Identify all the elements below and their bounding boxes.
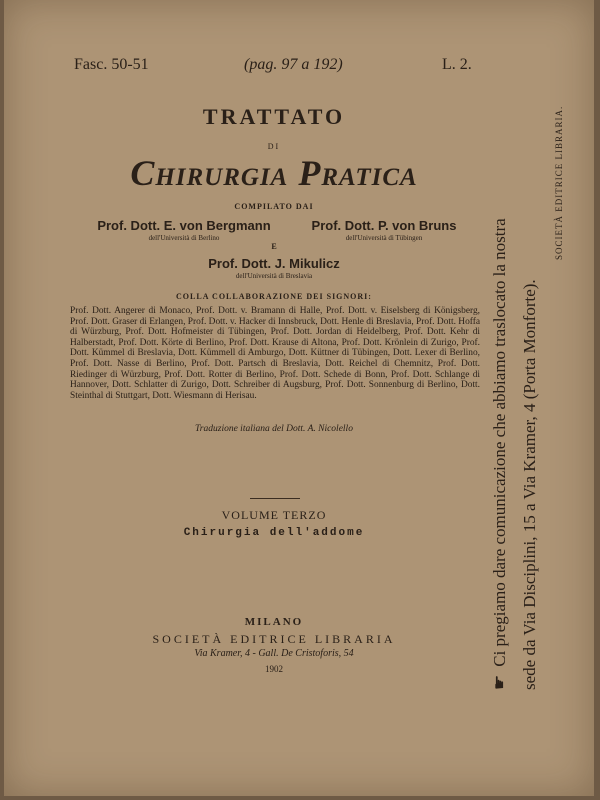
header-line [74,56,474,78]
page-range: (pag. 97 a 192) [244,56,343,73]
notice-line-1-row [490,50,518,690]
imprint-publisher: SOCIETÀ EDITRICE LIBRARIA [152,632,396,646]
fascicle-number: Fasc. 50-51 [74,56,149,73]
pointing-hand-icon: ☛ [490,674,509,690]
imprint-year: 1902 [265,664,283,674]
volume-subtitle: Chirurgia dell'addome [183,527,365,539]
compiled-by-label: COMPILATO DAI [234,202,314,211]
author-university: dell'Università di Tübingen [345,234,423,242]
author-university: dell'Università di Breslavia [235,272,313,280]
collaborators-heading: COLLA COLLABORAZIONE DEI SIGNORI: [176,292,372,301]
author-bergmann [84,218,284,242]
author-name: Prof. Dott. E. von Bergmann [97,218,271,233]
side-stamp-text: SOCIETÀ EDITRICE LIBRARIA. [554,105,564,260]
author-bruns [284,218,484,242]
relocation-notice [490,50,550,690]
title-di: DI [267,142,281,151]
main-title: Chirurgia Pratica [130,153,418,193]
author-name: Prof. Dott. P. von Bruns [311,218,457,233]
publisher-side-stamp [554,60,574,260]
notice-line-1: Ci pregiamo dare comunicazione che abbiamo traslocato la nostra [490,218,509,667]
collaborators-list: Prof. Dott. Angerer di Monaco, Prof. Dott. v. Bramann di Halle, Prof. Dott. v. Eiselsberg di Königsberg, Prof. Dott. Graser di Erlangen, Prof. Dott. v. Hacker di Innsbruck, Dott. Henle di Breslavia, Prof. Dott. Hoffa di Würzburg, Prof. Dott. Hofmeister di Tübingen, Prof. Dott. Jordan di Heidelberg, Prof. Dott. Kehr di Halberstadt, Prof. Dott. Körte di Berlino, Prof. Dott. Krause di Altona, Prof. Dott. Krönlein di Zurigo, Prof. Dott. Kümmel di Breslavia, Dott. Kümmell di Amburgo, Dott. Küttner di Tübingen, Dott. Lexer di Berlino, Prof. Dott. Nasse di Berlino, Prof. Dott. Partsch di Breslavia, Dott. Reichel di Chemnitz, Prof. Dott. Riedinger di Würzburg, Prof. Dott. Rotter di Berlino, Prof. Dott. Schede di Bonn, Prof. Dott. Schlange di Hannover, Dott. Schlatter di Zurigo, Dott. Schreiber di Augsburg, Prof. Dott. Sonnenburg di Berlino, Dott. Steinthal di Stuttgart, Dott. Wiesmann di Herisau. [70,306,480,401]
price: L. 2. [442,56,472,73]
translation-credit: Traduzione italiana del Dott. A. Nicolello [195,424,353,434]
imprint-address: Via Kramer, 4 - Gall. De Cristoforis, 54 [194,648,354,659]
author-mikulicz [64,256,484,280]
and-separator: E [271,242,277,251]
notice-line-2: sede da Via Disciplini, 15 a Via Kramer, 4 (Porta Monforte). [520,279,539,690]
author-name: Prof. Dott. J. Mikulicz [208,256,340,271]
cover-page [4,0,594,796]
author-university: dell'Università di Berlino [148,234,220,242]
title-trattato: TRATTATO [202,104,346,129]
volume-label: VOLUME TERZO [221,508,327,522]
divider [250,498,300,499]
imprint-city: MILANO [244,616,304,628]
